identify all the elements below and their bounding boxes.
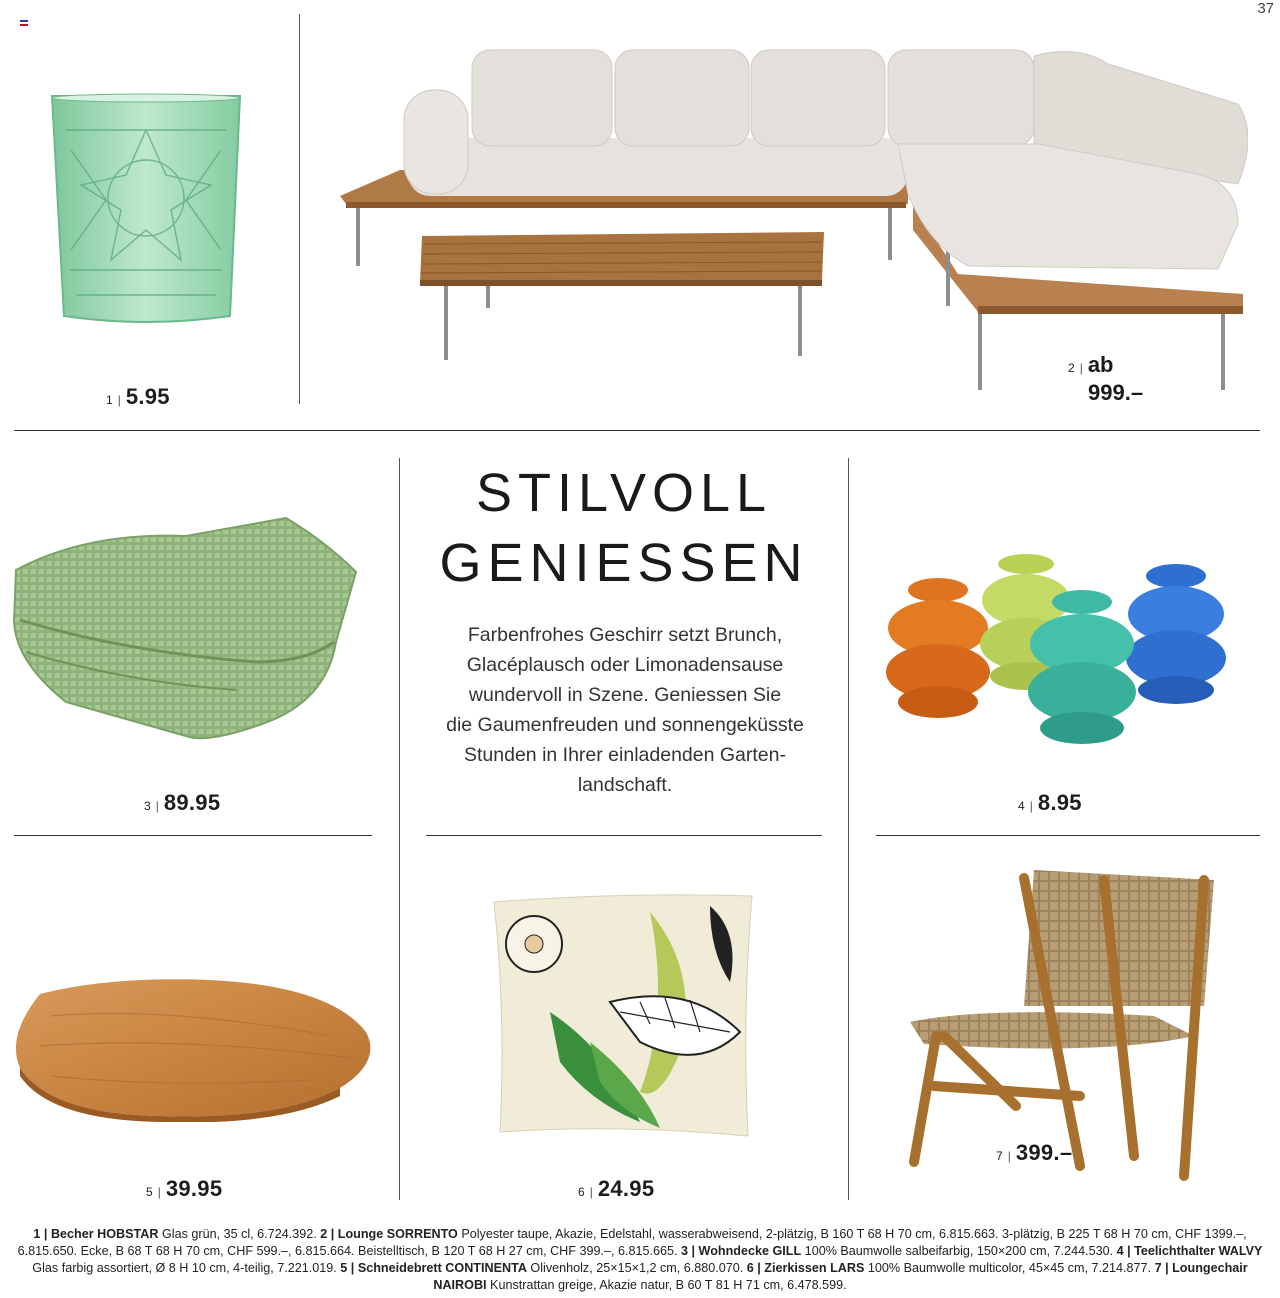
- divider-top: [299, 14, 300, 404]
- price-tag-1: [106, 384, 170, 410]
- price-value: 999.–: [1088, 380, 1144, 405]
- footer-product-text: Polyester taupe, Akazie, Edelstahl, wasserabweisend, 2-plätzig, B 160 T 68 H 70 cm, 6.815.663. 3-plätzig, B 225 T 68 H 70 cm, CHF 1399.–, 6.815.650. Ecke, B 68 T 68 H 70 cm, CHF 599.–, 6.815.664. Beistelltisch, B 120 T 68 H 27 cm, CHF 399.–, 6.815.665.: [17, 1227, 1247, 1258]
- price-value: 39.95: [165, 1176, 223, 1201]
- product-number: 7: [996, 1149, 1003, 1163]
- headline-line-1: STILVOLL: [475, 463, 773, 523]
- price-prefix: ab: [1087, 352, 1114, 377]
- divider-top-horizontal: [14, 430, 1260, 431]
- price-value: 8.95: [1037, 790, 1082, 815]
- footer-product-text: 100% Baumwolle salbeifarbig, 150×200 cm, 7.244.530.: [801, 1244, 1117, 1258]
- footer-product-name: Loungechair NAIROBI: [433, 1261, 1248, 1292]
- separator: |: [157, 1185, 161, 1199]
- footer-product-name: Teelichthalter WALVY: [1134, 1244, 1263, 1258]
- price-value: 24.95: [597, 1176, 655, 1201]
- page-number: 37: [1257, 0, 1274, 17]
- price-value: 89.95: [163, 790, 221, 815]
- footer-num: 6 |: [746, 1261, 761, 1275]
- footer-product-text: Glas grün, 35 cl, 6.724.392.: [158, 1227, 321, 1241]
- footer-product-text: 100% Baumwolle multicolor, 45×45 cm, 7.214.877.: [864, 1261, 1155, 1275]
- cushion-image: [490, 892, 758, 1142]
- divider-center-row: [426, 835, 822, 836]
- divider-mid-right: [848, 458, 849, 1200]
- footer-num: 7 |: [1154, 1261, 1169, 1275]
- footer-num: 4 |: [1116, 1244, 1131, 1258]
- product-number: 5: [146, 1185, 153, 1199]
- price-tag-7: [996, 1140, 1072, 1166]
- separator: |: [1007, 1149, 1011, 1163]
- footer-product-text: Glas farbig assortiert, Ø 8 H 10 cm, 4-teilig, 7.221.019.: [32, 1261, 341, 1275]
- intro-line: wundervoll in Szene. Geniessen Sie: [468, 684, 782, 706]
- price-tag-6: [578, 1176, 654, 1202]
- divider-right-row: [876, 835, 1260, 836]
- intro-line: Stunden in Ihrer einladenden Garten-: [464, 744, 786, 766]
- separator: |: [1029, 799, 1033, 813]
- intro-line: Farbenfrohes Geschirr setzt Brunch,: [467, 624, 783, 646]
- lounge-chair-image: [904, 866, 1224, 1186]
- product-number: 6: [578, 1185, 585, 1199]
- footer-product-name: Becher HOBSTAR: [50, 1227, 159, 1241]
- headline-line-2: GENIESSEN: [439, 533, 809, 593]
- price-tag-5: [146, 1176, 222, 1202]
- separator: |: [589, 1185, 593, 1199]
- blanket-image: [6, 512, 362, 754]
- glass-tumbler-image: [46, 90, 246, 326]
- footer-num: 1 |: [33, 1227, 48, 1241]
- footer-num: 2 |: [320, 1227, 335, 1241]
- product-details: [10, 1226, 1270, 1294]
- footer-product-text: Kunstrattan greige, Akazie natur, B 60 T 81 H 71 cm, 6.478.599.: [486, 1278, 847, 1292]
- footer-product-name: Wohndecke GILL: [698, 1244, 802, 1258]
- price-tag-2: [1068, 352, 1143, 406]
- separator: |: [1079, 361, 1083, 375]
- footer-product-name: Schneidebrett CONTINENTA: [357, 1261, 527, 1275]
- price-value: 5.95: [125, 384, 170, 409]
- separator: |: [117, 393, 121, 407]
- tealight-holders-image: [886, 550, 1230, 750]
- product-number: 3: [144, 799, 151, 813]
- price-tag-3: [144, 790, 220, 816]
- price-value: 399.–: [1015, 1140, 1073, 1165]
- footer-num: 3 |: [681, 1244, 696, 1258]
- intro-line: Glacéplausch oder Limonadensause: [466, 654, 784, 676]
- price-tag-4: [1018, 790, 1082, 816]
- divider-left-row: [14, 835, 372, 836]
- footer-product-text: Olivenholz, 25×15×1,2 cm, 6.880.070.: [526, 1261, 747, 1275]
- intro-text: [410, 620, 840, 800]
- intro-line: die Gaumenfreuden und sonnengeküsste: [446, 714, 804, 736]
- lounge-sofa-image: [338, 44, 1248, 396]
- cutting-board-image: [10, 976, 380, 1122]
- product-number: 1: [106, 393, 113, 407]
- product-number: 4: [1018, 799, 1025, 813]
- product-number: 2: [1068, 361, 1075, 375]
- separator: |: [155, 799, 159, 813]
- intro-line: landschaft.: [577, 774, 673, 796]
- flag-icon: [20, 20, 28, 25]
- footer-num: 5 |: [340, 1261, 355, 1275]
- footer-product-name: Zierkissen LARS: [764, 1261, 865, 1275]
- footer-product-name: Lounge SORRENTO: [337, 1227, 458, 1241]
